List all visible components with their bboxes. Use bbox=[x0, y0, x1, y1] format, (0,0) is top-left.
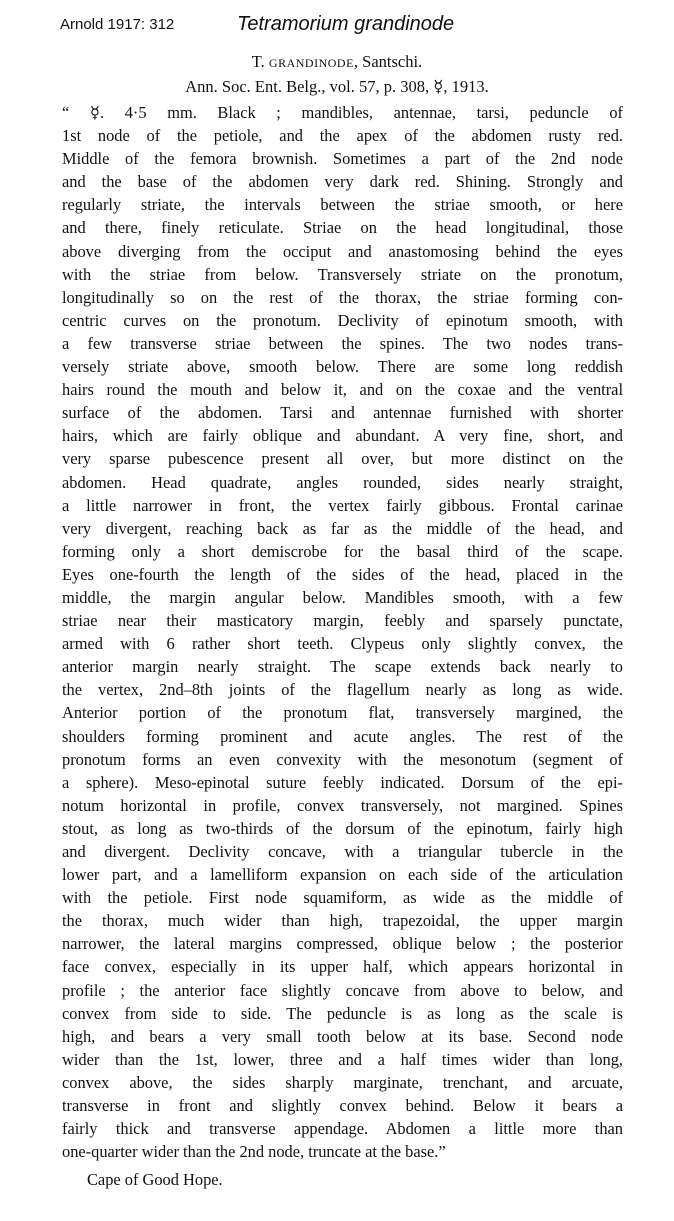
description-line: convex above, the sides sharply marginate, trenchant, and arcuate, bbox=[62, 1072, 623, 1092]
description-line: very divergent, reaching back as far as the middle of the head, and bbox=[62, 518, 623, 538]
description-line: “ ☿. 4·5 mm. Black ; mandibles, antennae, tarsi, peduncle of bbox=[62, 103, 623, 122]
description-line: face convex, especially in its upper half, which appears horizontal in bbox=[62, 957, 623, 977]
description-line: high, and bears a very small tooth below at its base. Second node bbox=[62, 1026, 623, 1046]
description-line: longitudinally so on the rest of the thorax, the striae forming con- bbox=[62, 287, 623, 307]
description-line: regularly striate, the intervals between the striae smooth, or here bbox=[62, 195, 623, 215]
description-line: a little narrower in front, the vertex fairly gibbous. Frontal carinae bbox=[62, 495, 623, 515]
description-line: above diverging from the occiput and anastomosing behind the eyes bbox=[62, 241, 623, 261]
taxon-species-name: grandinode bbox=[268, 52, 354, 71]
description-line: versely striate above, smooth below. There are some long reddish bbox=[62, 357, 623, 377]
description-line: middle, the margin angular below. Mandibles smooth, with a few bbox=[62, 587, 623, 607]
description-line: Middle of the femora brownish. Sometimes a part of the 2nd node bbox=[62, 149, 623, 169]
description-line: Eyes one-fourth the length of the sides of the head, placed in the bbox=[62, 564, 623, 584]
description-line: profile ; the anterior face slightly concave from above to below, and bbox=[62, 980, 623, 1000]
taxon-author: , Santschi. bbox=[353, 52, 423, 71]
description-line: narrower, the lateral margins compressed, oblique below ; the posterior bbox=[62, 934, 623, 954]
description-line: and there, finely reticulate. Striae on the head longitudinal, those bbox=[62, 218, 623, 238]
description-line: the vertex, 2nd–8th joints of the flagellum nearly as long as wide. bbox=[62, 680, 623, 700]
description-line: and the base of the abdomen very dark red. Shining. Strongly and bbox=[62, 172, 623, 192]
description-line: shoulders forming prominent and acute angles. The rest of the bbox=[62, 726, 623, 746]
description-line: 1st node of the petiole, and the apex of the abdomen rusty red. bbox=[62, 126, 623, 146]
description-line: the thorax, much wider than high, trapezoidal, the upper margin bbox=[62, 911, 623, 931]
description-line: with the petiole. First node squamiform, as wide as the middle of bbox=[62, 888, 623, 908]
description-line: pronotum forms an even convexity with the mesonotum (segment of bbox=[62, 749, 623, 769]
description-line: notum horizontal in profile, convex transversely, not margined. Spines bbox=[62, 795, 623, 815]
description-line: and divergent. Declivity concave, with a triangular tubercle in the bbox=[62, 842, 623, 861]
description-line: fairly thick and transverse appendage. Abdomen a little more than bbox=[62, 1119, 623, 1139]
description-line: convex from side to side. The peduncle is as long as the scale is bbox=[62, 1003, 623, 1023]
description-line: very sparse pubescence present all over, but more distinct on the bbox=[62, 449, 623, 469]
description-line: a few transverse striae between the spines. The two nodes trans- bbox=[62, 333, 623, 353]
species-description bbox=[62, 101, 623, 1163]
original-description-reference: Ann. Soc. Ent. Belg., vol. 57, p. 308, ☿, 1913. bbox=[185, 77, 489, 96]
description-line: striae near their masticatory margin, feebly and sparsely punctate, bbox=[62, 611, 623, 631]
citation-reference: Arnold 1917: 312 bbox=[60, 16, 175, 33]
description-line: centric curves on the pronotum. Declivity of epinotum smooth, with bbox=[62, 310, 623, 330]
type-locality: Cape of Good Hope. bbox=[87, 1170, 223, 1189]
description-line: a sphere). Meso-epinotal suture feebly indicated. Dorsum of the epi- bbox=[62, 772, 623, 792]
species-title: Tetramorium grandinode bbox=[237, 13, 455, 35]
description-line: Anterior portion of the pronotum flat, transversely margined, the bbox=[62, 703, 623, 723]
description-line: lower part, and a lamelliform expansion on each side of the articulation bbox=[62, 865, 623, 885]
description-line: armed with 6 rather short teeth. Clypeus only slightly convex, the bbox=[62, 634, 623, 654]
description-line: hairs round the mouth and below it, and on the coxae and the ventral bbox=[62, 380, 623, 400]
description-line: stout, as long as two-thirds of the dorsum of the epinotum, fairly high bbox=[62, 818, 623, 838]
description-line: anterior margin nearly straight. The scape extends back nearly to bbox=[62, 657, 623, 677]
description-line: wider than the 1st, lower, three and a half times wider than long, bbox=[62, 1049, 623, 1069]
description-line: forming only a short demiscrobe for the basal third of the scape. bbox=[62, 541, 623, 561]
description-line: surface of the abdomen. Tarsi and antennae furnished with shorter bbox=[62, 403, 623, 423]
description-line: transverse in front and slightly convex behind. Below it bears a bbox=[62, 1096, 623, 1116]
page-header bbox=[0, 13, 674, 43]
description-line: abdomen. Head quadrate, angles rounded, sides nearly straight, bbox=[62, 472, 623, 492]
taxon-heading bbox=[0, 52, 674, 72]
taxon-genus: T. bbox=[251, 52, 269, 71]
description-line: hairs, which are fairly oblique and abundant. A very fine, short, and bbox=[62, 426, 623, 446]
description-line: with the striae from below. Transversely striate on the pronotum, bbox=[62, 264, 623, 284]
description-line: one-quarter wider than the 2nd node, truncate at the base.” bbox=[62, 1142, 446, 1162]
